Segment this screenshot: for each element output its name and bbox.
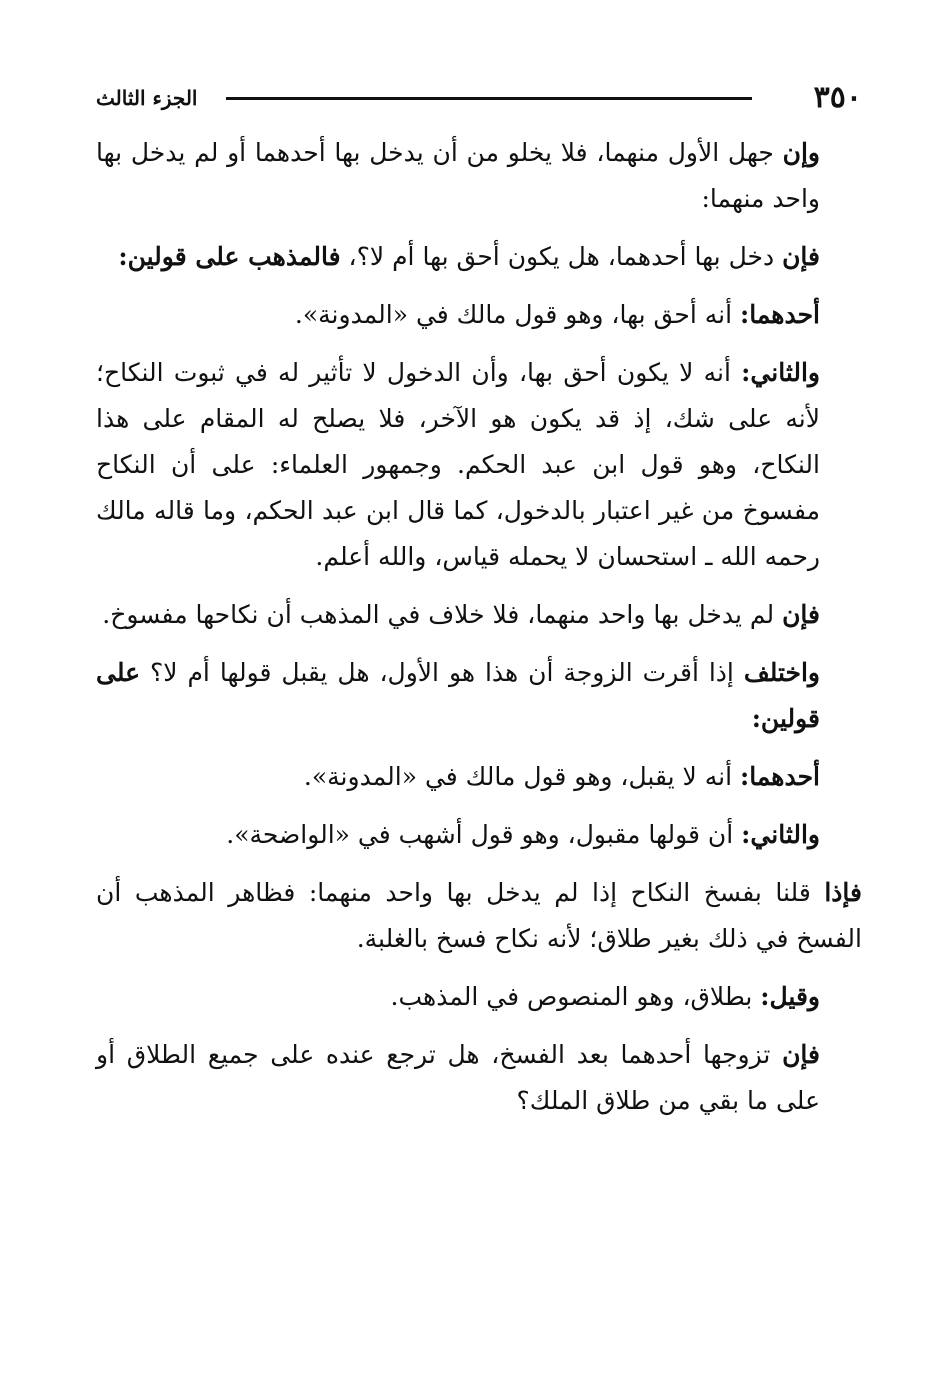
page-number: ٣٥٠	[813, 80, 862, 115]
paragraph-4	[96, 350, 862, 580]
paragraph-text: بطلاق، وهو المنصوص في المذهب.	[390, 982, 761, 1011]
paragraph-7	[96, 754, 862, 800]
paragraph-lead: أحدهما:	[739, 300, 820, 329]
paragraph-text: قلنا بفسخ النكاح إذا لم يدخل بها واحد منهما: فظاهر المذهب أن الفسخ في ذلك بغير طلاق؛ لأنه نكاح فسخ بالغلبة.	[96, 878, 862, 953]
paragraph-text: أنه أحق بها، وهو قول مالك في «المدونة».	[294, 300, 740, 329]
paragraph-lead: فإن	[782, 1040, 820, 1069]
paragraph-lead: فإذا	[824, 878, 862, 907]
paragraph-2	[96, 234, 862, 280]
paragraph-6	[96, 650, 862, 742]
paragraph-lead: وإن	[782, 138, 820, 167]
paragraph-lead-secondary: على قولين:	[96, 658, 820, 733]
paragraph-lead-secondary: فالمذهب على قولين:	[118, 242, 341, 271]
paragraph-text: جهل الأول منهما، فلا يخلو من أن يدخل بها أحدهما أو لم يدخل بها واحد منهما:	[96, 138, 820, 213]
paragraph-10	[96, 974, 862, 1020]
paragraph-text: دخل بها أحدهما، هل يكون أحق بها أم لا؟،	[340, 242, 783, 271]
paragraph-lead: فإن	[782, 600, 820, 629]
paragraph-text: أن قولها مقبول، وهو قول أشهب في «الواضحة».	[226, 820, 742, 849]
paragraph-lead: وقيل:	[760, 982, 820, 1011]
paragraph-11	[96, 1032, 862, 1124]
paragraph-lead: أحدهما:	[739, 762, 820, 791]
running-title: الجزء الثالث	[96, 86, 198, 110]
paragraph-1	[96, 130, 862, 222]
paragraph-text: إذا أقرت الزوجة أن هذا هو الأول، هل يقبل قولها أم لا؟	[140, 658, 744, 687]
paragraph-3	[96, 292, 862, 338]
paragraph-lead: واختلف	[743, 658, 820, 687]
paragraph-text: أنه لا يكون أحق بها، وأن الدخول لا تأثير له في ثبوت النكاح؛ لأنه على شك، إذ قد يكون هو الآخر، فلا يصلح له المقام على هذا النكاح، وهو قول ابن عبد الحكم. وجمهور العلماء: على أن النكاح مفسوخ من غير اعتبار بالدخول، كما قال ابن عبد الحكم، وما قاله مالك رحمه الله ـ استحسان لا يحمله قياس، والله أعلم.	[96, 358, 820, 571]
paragraph-8	[96, 812, 862, 858]
header-rule	[226, 97, 752, 100]
paragraph-lead: والثاني:	[741, 820, 820, 849]
paragraph-5	[96, 592, 862, 638]
paragraph-text: تزوجها أحدهما بعد الفسخ، هل ترجع عنده على جميع الطلاق أو على ما بقي من طلاق الملك؟	[96, 1040, 820, 1115]
page-body	[96, 130, 862, 1136]
paragraph-text: لم يدخل بها واحد منهما، فلا خلاف في المذهب أن نكاحها مفسوخ.	[102, 600, 783, 629]
paragraph-text: أنه لا يقبل، وهو قول مالك في «المدونة».	[303, 762, 740, 791]
paragraph-lead: فإن	[782, 242, 820, 271]
paragraph-9	[96, 870, 862, 962]
paragraph-lead: والثاني:	[741, 358, 820, 387]
page-header	[96, 76, 862, 120]
